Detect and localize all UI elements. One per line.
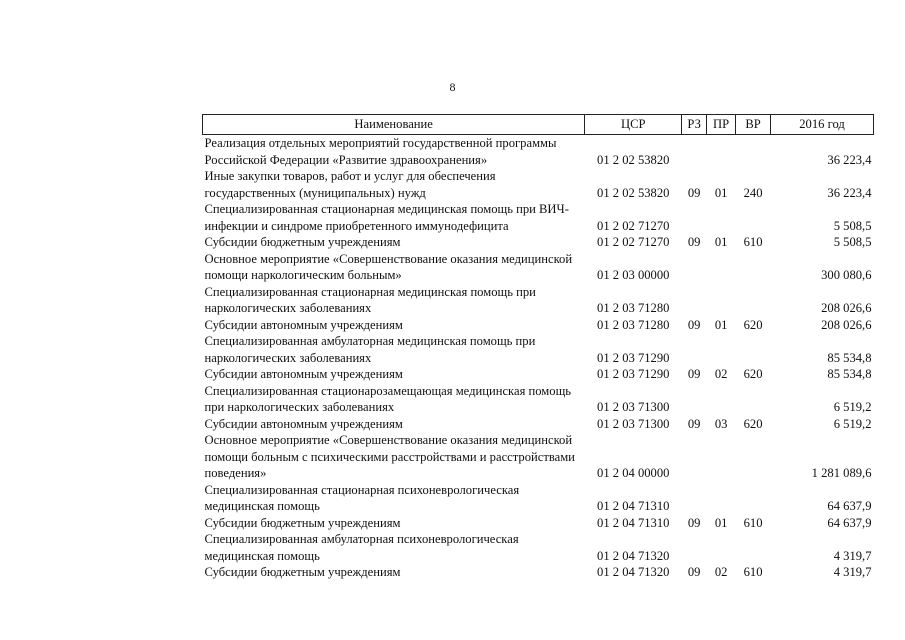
cell-pr: [707, 482, 736, 515]
cell-amount: 5 508,5: [833, 218, 872, 233]
cell-amount: 85 534,8: [827, 350, 872, 365]
cell-amount: 36 223,4: [827, 152, 872, 167]
cell-amount: 64 637,9: [827, 515, 872, 530]
table-row: [203, 383, 874, 416]
cell-vr: [736, 383, 771, 416]
cell-vr: 620: [743, 416, 763, 431]
header-rz: РЗ: [682, 115, 707, 135]
cell-amount: 6 519,2: [833, 416, 872, 431]
cell-name: Основное мероприятие «Совершенствование оказания медицинской помощи наркологическим больным»: [204, 251, 573, 282]
table-row: [203, 482, 874, 515]
cell-name: Субсидии автономным учреждениям: [204, 367, 403, 381]
cell-amount: 1 281 089,6: [811, 466, 872, 480]
cell-csr: 01 2 03 71280: [597, 317, 670, 332]
table-row: [203, 234, 874, 251]
cell-name: Реализация отдельных мероприятий государственной программы Российской Федерации «Развитие здравоохранения»: [204, 136, 557, 167]
cell-csr: 01 2 04 71310: [597, 499, 670, 513]
cell-csr: 01 2 04 71310: [597, 515, 670, 530]
cell-pr: 01: [714, 235, 728, 249]
cell-csr: 01 2 02 71270: [597, 235, 670, 249]
cell-amount: 300 080,6: [821, 268, 872, 282]
cell-csr: 01 2 02 71270: [597, 218, 670, 233]
cell-rz: [682, 284, 707, 317]
cell-pr: 01: [714, 185, 728, 200]
cell-name: Субсидии бюджетным учреждениям: [204, 515, 401, 530]
cell-rz: 09: [687, 235, 701, 249]
cell-vr: [736, 432, 771, 482]
cell-csr: 01 2 04 71320: [597, 565, 670, 579]
table-row: [203, 333, 874, 366]
cell-amount: 4 319,7: [833, 565, 872, 579]
cell-rz: 09: [687, 416, 701, 431]
cell-pr: 01: [714, 515, 728, 530]
cell-vr: [736, 284, 771, 317]
cell-amount: 85 534,8: [827, 367, 872, 381]
cell-pr: [707, 531, 736, 564]
cell-name: Специализированная стационарная медицинская помощь при наркологических заболеваниях: [204, 284, 536, 315]
cell-csr: 01 2 03 71290: [597, 350, 670, 365]
cell-amount: 6 519,2: [833, 400, 872, 414]
cell-rz: [682, 333, 707, 366]
table-header-row: [203, 115, 874, 135]
cell-pr: 02: [714, 565, 728, 579]
cell-vr: 610: [743, 515, 763, 530]
cell-rz: 09: [687, 185, 701, 200]
cell-rz: [682, 482, 707, 515]
table-row: [203, 135, 874, 169]
cell-amount: 208 026,6: [821, 301, 872, 315]
cell-vr: 620: [743, 367, 763, 381]
cell-name: Субсидии бюджетным учреждениям: [204, 565, 401, 579]
header-year: 2016 год: [771, 115, 874, 135]
cell-name: Специализированная амбулаторная психоневрологическая медицинская помощь: [204, 532, 519, 563]
cell-pr: 01: [714, 317, 728, 332]
table-row: [203, 168, 874, 201]
table-row: [203, 251, 874, 284]
cell-amount: 5 508,5: [833, 235, 872, 249]
cell-vr: 240: [743, 185, 763, 200]
cell-rz: [682, 531, 707, 564]
cell-rz: [682, 432, 707, 482]
cell-amount: 64 637,9: [827, 499, 872, 513]
cell-csr: 01 2 02 53820: [597, 152, 670, 167]
cell-pr: 02: [714, 367, 728, 381]
cell-pr: [707, 251, 736, 284]
cell-rz: 09: [687, 565, 701, 579]
table-row: [203, 531, 874, 564]
cell-csr: 01 2 04 71320: [597, 548, 670, 563]
cell-name: Специализированная стационарная медицинская помощь при ВИЧ-инфекции и синдроме приобретенного иммунодефицита: [204, 202, 569, 233]
cell-rz: [682, 251, 707, 284]
cell-amount: 208 026,6: [821, 317, 872, 332]
table-row: [203, 366, 874, 383]
cell-pr: [707, 284, 736, 317]
cell-rz: 09: [687, 367, 701, 381]
budget-table: [202, 114, 874, 581]
cell-csr: 01 2 03 71300: [597, 416, 670, 431]
cell-csr: 01 2 03 71300: [597, 400, 670, 414]
cell-rz: 09: [687, 317, 701, 332]
cell-csr: 01 2 04 00000: [597, 466, 670, 480]
cell-pr: [707, 432, 736, 482]
cell-vr: [736, 333, 771, 366]
cell-vr: [736, 482, 771, 515]
cell-name: Специализированная стационарная психоневрологическая медицинская помощь: [204, 482, 520, 513]
table-row: [203, 284, 874, 317]
cell-vr: 620: [743, 317, 763, 332]
cell-name: Субсидии автономным учреждениям: [204, 416, 403, 431]
table-row: [203, 432, 874, 482]
cell-pr: [707, 333, 736, 366]
page-number: 8: [449, 80, 456, 94]
table-row: [203, 564, 874, 581]
cell-name: Специализированная стационарозамещающая медицинская помощь при наркологических заболеваниях: [204, 383, 572, 414]
cell-name: Основное мероприятие «Совершенствование оказания медицинской помощи больным с психическими расстройствами и расстройствами поведения»: [204, 433, 575, 480]
cell-csr: 01 2 03 71290: [597, 367, 670, 381]
cell-csr: 01 2 03 71280: [597, 301, 670, 315]
cell-vr: [736, 201, 771, 234]
cell-csr: 01 2 03 00000: [597, 268, 670, 282]
cell-name: Субсидии бюджетным учреждениям: [204, 235, 401, 249]
table-row: [203, 201, 874, 234]
cell-pr: [707, 383, 736, 416]
cell-amount: 36 223,4: [827, 185, 872, 200]
table-row: [203, 317, 874, 334]
cell-csr: 01 2 02 53820: [597, 185, 670, 200]
cell-name: Специализированная амбулаторная медицинская помощь при наркологических заболеваниях: [204, 334, 536, 365]
header-csr: ЦСР: [585, 115, 682, 135]
cell-rz: [682, 383, 707, 416]
table-row: [203, 416, 874, 433]
table-row: [203, 515, 874, 532]
header-pr: ПР: [707, 115, 736, 135]
cell-rz: 09: [687, 515, 701, 530]
cell-rz: [682, 201, 707, 234]
cell-vr: [736, 135, 771, 169]
cell-vr: 610: [743, 235, 763, 249]
cell-vr: [736, 251, 771, 284]
cell-name: Субсидии автономным учреждениям: [204, 317, 403, 332]
header-name: Наименование: [203, 115, 585, 135]
cell-pr: [707, 201, 736, 234]
cell-pr: 03: [714, 416, 728, 431]
cell-name: Иные закупки товаров, работ и услуг для обеспечения государственных (муниципальных) нужд: [204, 169, 496, 200]
header-vr: ВР: [736, 115, 771, 135]
cell-amount: 4 319,7: [833, 548, 872, 563]
cell-vr: 610: [743, 565, 763, 579]
cell-pr: [707, 135, 736, 169]
cell-vr: [736, 531, 771, 564]
cell-rz: [682, 135, 707, 169]
